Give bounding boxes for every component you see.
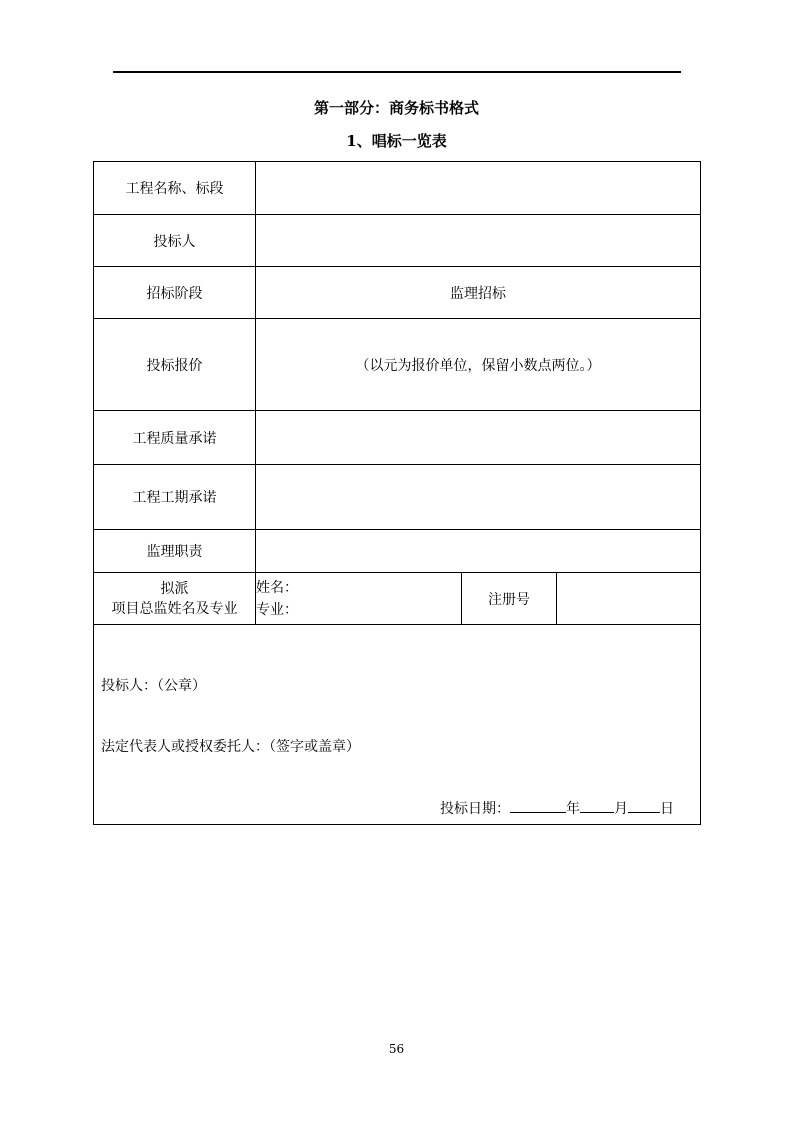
day-label: 日 [660, 801, 675, 817]
reg-no-label: 注册号 [462, 573, 557, 625]
header-rule [113, 71, 681, 73]
day-blank[interactable] [628, 798, 660, 813]
bidder-seal-text: 投标人：（公章） [101, 678, 206, 694]
year-label: 年 [566, 801, 581, 817]
bid-date [440, 798, 674, 818]
period-label: 工程工期承诺 [94, 465, 256, 530]
bidder-field[interactable] [256, 215, 701, 267]
table-row [94, 319, 701, 411]
name-label: 姓名： [256, 579, 298, 596]
stage-label: 招标阶段 [94, 267, 256, 319]
duty-field[interactable] [256, 530, 701, 573]
month-label: 月 [614, 801, 629, 817]
director-label-line1: 拟派 [160, 580, 189, 597]
major-label: 专业： [256, 601, 298, 618]
table-title: 1、唱标一览表 [346, 132, 447, 150]
quality-field[interactable] [256, 411, 701, 465]
director-label [94, 573, 256, 625]
stage-value: 监理招标 [256, 267, 701, 319]
signature-cell [94, 625, 701, 825]
table-row [94, 465, 701, 530]
bidder-label: 投标人 [94, 215, 256, 267]
reg-no-field[interactable] [557, 573, 701, 625]
table-row [94, 162, 701, 215]
table-row [94, 215, 701, 267]
date-label: 投标日期： [440, 801, 511, 817]
legal-rep-text: 法定代表人或授权委托人：（签字或盖章） [101, 739, 360, 755]
period-field[interactable] [256, 465, 701, 530]
quality-label: 工程质量承诺 [94, 411, 256, 465]
director-label-line2: 项目总监姓名及专业 [111, 600, 238, 617]
duty-label: 监理职责 [94, 530, 256, 573]
director-name-major-field[interactable] [256, 573, 462, 625]
table-row [94, 573, 701, 625]
part-title: 第一部分：商务标书格式 [313, 99, 479, 117]
table-row [94, 530, 701, 573]
price-note: （以元为报价单位，保留小数点两位。） [256, 319, 701, 411]
price-label: 投标报价 [94, 319, 256, 411]
year-blank[interactable] [510, 798, 566, 813]
table-row [94, 411, 701, 465]
month-blank[interactable] [580, 798, 614, 813]
table-row [94, 267, 701, 319]
project-name-field[interactable] [256, 162, 701, 215]
page-number: 56 [388, 1042, 405, 1056]
bid-summary-table [93, 161, 701, 825]
project-name-label: 工程名称、标段 [94, 162, 256, 215]
table-row [94, 625, 701, 825]
